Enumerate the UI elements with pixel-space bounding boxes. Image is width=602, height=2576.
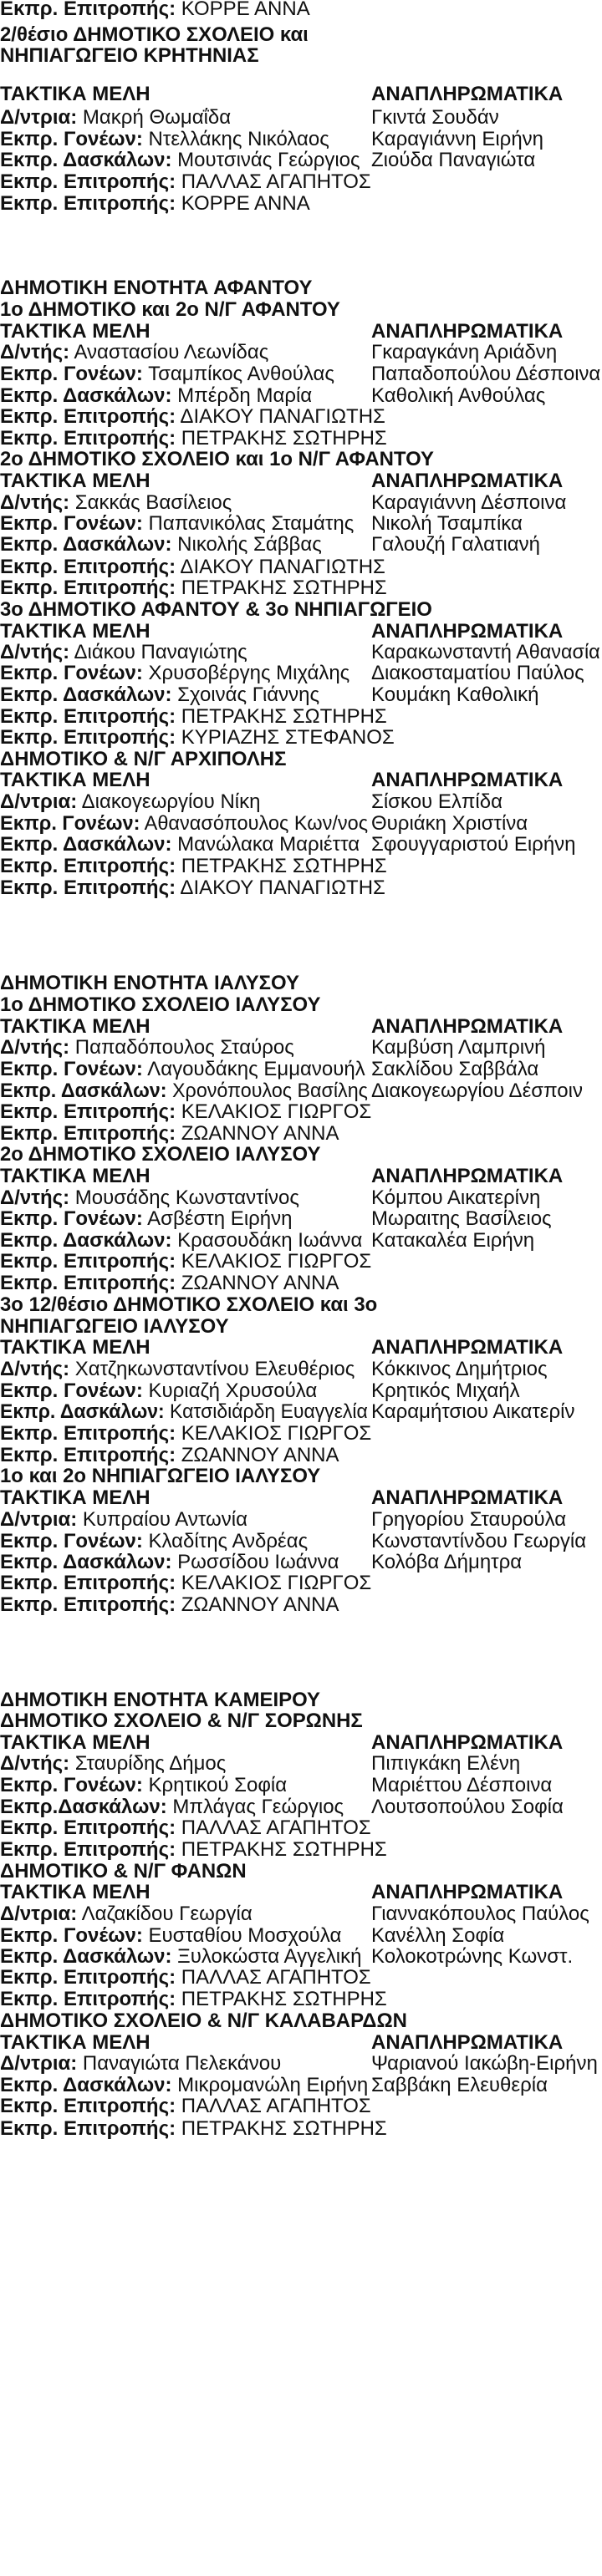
section-heading: 1ο ΔΗΜΟΤΙΚΟ ΣΧΟΛΕΙΟ ΙΑΛΥΣΟΥ: [0, 993, 321, 1016]
substitute-member: Κόκκινος Δημήτριος: [371, 1358, 548, 1380]
role-label: Εκπρ. Επιτροπής:: [0, 577, 176, 599]
role-label: Δ/ντής:: [0, 1036, 70, 1059]
role-label: Δ/ντής:: [0, 1186, 70, 1209]
substitute-members-header: ΑΝΑΠΛΗΡΩΜΑΤΙΚΑ: [371, 1165, 564, 1187]
substitute-members-header: ΑΝΑΠΛΗΡΩΜΑΤΙΚΑ: [371, 83, 564, 105]
member-name: ΔΙΑΚΟΥ ΠΑΝΑΓΙΩΤΗΣ: [180, 405, 385, 428]
role-label: Δ/ντής:: [0, 491, 70, 514]
role-label: Εκπρ. Επιτροπής:: [0, 1422, 176, 1445]
role-label: Εκπρ. Επιτροπής:: [0, 1444, 176, 1466]
regular-members-header: ΤΑΚΤΙΚΑ ΜΕΛΗ: [0, 83, 150, 105]
member-name: Κρητικού Σοφία: [148, 1774, 288, 1796]
member-name: Μικρομανώλη Ειρήνη: [177, 2074, 369, 2096]
regular-member: [0, 0, 310, 22]
section-heading: ΝΗΠΙΑΓΩΓΕΙΟ ΚΡΗΤΗΝΙΑΣ: [0, 44, 259, 67]
member-name: Ρωσσίδου Ιωάννα: [177, 1551, 339, 1573]
member-name: ΚΟΡΡΕ ΑΝΝΑ: [181, 192, 310, 215]
role-label: Εκπρ. Γονέων:: [0, 363, 143, 385]
member-name: ΖΩΑΝΝΟΥ ΑΝΝΑ: [181, 1272, 339, 1294]
role-label: Δ/ντής:: [0, 341, 70, 363]
regular-members-header: ΤΑΚΤΙΚΑ ΜΕΛΗ: [0, 1165, 150, 1187]
member-row: [0, 876, 602, 904]
role-label: Εκπρ. Επιτροπής:: [0, 876, 176, 899]
section-heading: ΔΗΜΟΤΙΚΟ ΣΧΟΛΕΙΟ & Ν/Γ ΣΟΡΩΝΗΣ: [0, 1710, 363, 1732]
role-label: Εκπρ. Γονέων:: [0, 1924, 143, 1947]
role-label: Εκπρ. Επιτροπής:: [0, 405, 176, 428]
substitute-members-header: ΑΝΑΠΛΗΡΩΜΑΤΙΚΑ: [371, 1486, 564, 1509]
regular-member: [0, 2116, 387, 2142]
role-label: Εκπρ. Επιτροπής:: [0, 170, 176, 193]
substitute-member: Καθολική Ανθούλας: [371, 384, 546, 407]
substitute-member: Παπαδοπούλου Δέσποινα: [371, 363, 601, 385]
member-row: [0, 191, 602, 220]
member-name: ΚΥΡΙΑΖΗΣ ΣΤΕΦΑΝΟΣ: [181, 726, 395, 749]
role-label: Εκπρ. Επιτροπής:: [0, 556, 176, 578]
substitute-member: Καρακωνσταντή Αθανασία: [371, 641, 600, 663]
section-heading: ΔΗΜΟΤΙΚΟ & Ν/Γ ΦΑΝΩΝ: [0, 1860, 247, 1882]
member-name: Μακρή Θωμαΐδα: [82, 106, 232, 129]
section-heading: 2ο ΔΗΜΟΤΙΚΟ ΣΧΟΛΕΙΟ και 1ο Ν/Γ ΑΦΑΝΤΟΥ: [0, 448, 435, 470]
substitute-member: Μωραιτης Βασίλειος: [371, 1207, 552, 1230]
regular-members-header: ΤΑΚΤΙΚΑ ΜΕΛΗ: [0, 620, 150, 643]
role-label: Εκπρ. Δασκάλων:: [0, 1945, 172, 1968]
role-label: Εκπρ. Γονέων:: [0, 1207, 143, 1230]
regular-member: [0, 2094, 371, 2119]
substitute-member: Σαββάκη Ελευθερία: [371, 2074, 548, 2096]
member-row: [0, 1593, 602, 1621]
member-name: ΚΕΛΑΚΙΟΣ ΓΙΩΡΓΟΣ: [181, 1250, 372, 1273]
member-name: ΠΕΤΡΑΚΗΣ ΣΩΤΗΡΗΣ: [181, 705, 387, 728]
role-label: Εκπρ. Επιτροπής:: [0, 1988, 176, 2010]
member-name: Αναστασίου Λεωνίδας: [74, 341, 269, 363]
substitute-member: Κανέλλη Σοφία: [371, 1924, 505, 1947]
member-name: ΠΕΤΡΑΚΗΣ ΣΩΤΗΡΗΣ: [181, 1838, 387, 1861]
member-name: ΠΑΛΛΑΣ ΑΓΑΠΗΤΟΣ: [181, 170, 371, 193]
member-name: Λαγουδάκης Εμμανουήλ: [147, 1058, 365, 1080]
substitute-members-header: ΑΝΑΠΛΗΡΩΜΑΤΙΚΑ: [371, 620, 564, 643]
member-name: Μπέρδη Μαρία: [177, 384, 313, 407]
substitute-member: Γρηγορίου Σταυρούλα: [371, 1508, 567, 1531]
role-label: Εκπρ. Επιτροπής:: [0, 1572, 176, 1594]
member-name: ΠΑΛΛΑΣ ΑΓΑΠΗΤΟΣ: [181, 2095, 371, 2117]
regular-member: [0, 1593, 339, 1618]
substitute-member: Κολοκοτρώνης Κωνστ.: [371, 1945, 574, 1968]
role-label: Δ/ντής:: [0, 641, 70, 663]
substitute-member: Λουτσοπούλου Σοφία: [371, 1796, 564, 1818]
role-label: Εκπρ. Γονέων:: [0, 662, 143, 684]
substitute-member: Κωνσταντίνδου Γεωργία: [371, 1530, 587, 1552]
member-name: Σταυρίδης Δήμος: [74, 1752, 227, 1775]
section-heading: ΔΗΜΟΤΙΚΗ ΕΝΟΤΗΤΑ ΚΑΜΕΙΡΟΥ: [0, 1689, 320, 1711]
member-name: ΚΕΛΑΚΙΟΣ ΓΙΩΡΓΟΣ: [181, 1100, 372, 1123]
regular-member: [0, 191, 310, 216]
substitute-member: Ψαριανού Ιακώβη-Ειρήνη: [371, 2052, 598, 2075]
section-heading: 3ο 12/θέσιο ΔΗΜΟΤΙΚΟ ΣΧΟΛΕΙΟ και 3ο: [0, 1293, 378, 1316]
member-name: ΚΟΡΡΕ ΑΝΝΑ: [181, 0, 310, 20]
member-name: ΚΕΛΑΚΙΟΣ ΓΙΩΡΓΟΣ: [181, 1422, 372, 1445]
member-name: Τσαμπίκος Ανθούλας: [148, 363, 334, 385]
role-label: Εκπρ. Δασκάλων:: [0, 533, 172, 556]
role-label: Δ/ντής:: [0, 1358, 70, 1380]
role-label: Εκπρ. Γονέων:: [0, 512, 143, 535]
role-label: Δ/ντρια:: [0, 1903, 78, 1925]
role-label: Εκπρ. Επιτροπής:: [0, 1272, 176, 1294]
role-label: Εκπρ. Δασκάλων:: [0, 384, 172, 407]
role-label: Εκπρ. Γονέων:: [0, 812, 140, 835]
member-name: ΠΕΤΡΑΚΗΣ ΣΩΤΗΡΗΣ: [181, 427, 387, 450]
section-heading: 2/θέσιο ΔΗΜΟΤΙΚΟ ΣΧΟΛΕΙΟ και: [0, 23, 309, 46]
role-label: Εκπρ. Δασκάλων:: [0, 1400, 165, 1423]
role-label: Εκπρ.Δασκάλων:: [0, 1796, 167, 1818]
substitute-member: Μαριέττου Δέσποινα: [371, 1774, 553, 1796]
substitute-member: Σφουγγαριστού Ειρήνη: [371, 833, 576, 856]
role-label: Εκπρ. Επιτροπής:: [0, 427, 176, 450]
member-name: Κλαδίτης Ανδρέας: [148, 1530, 309, 1552]
role-label: Εκπρ. Επιτροπής:: [0, 1816, 176, 1839]
regular-members-header: ΤΑΚΤΙΚΑ ΜΕΛΗ: [0, 2031, 150, 2054]
substitute-member: Καραγιάννη Δέσποινα: [371, 491, 567, 514]
section-heading: ΔΗΜΟΤΙΚΟ ΣΧΟΛΕΙΟ & Ν/Γ ΚΑΛΑΒΑΡΔΩΝ: [0, 2009, 407, 2032]
substitute-member: Καμβύση Λαμπρινή: [371, 1036, 546, 1059]
member-name: Σακκάς Βασίλειος: [74, 491, 232, 514]
member-name: Νικολής Σάββας: [177, 533, 322, 556]
member-name: Λαζακίδου Γεωργία: [81, 1903, 253, 1925]
member-name: ΠΕΤΡΑΚΗΣ ΣΩΤΗΡΗΣ: [181, 855, 387, 877]
member-name: ΠΕΤΡΑΚΗΣ ΣΩΤΗΡΗΣ: [181, 577, 387, 599]
member-name: Παπανικόλας Σταμάτης: [148, 512, 355, 535]
member-name: Κατσιδιάρδη Ευαγγελία: [170, 1400, 368, 1423]
role-label: Εκπρ. Επιτροπής:: [0, 726, 176, 749]
member-name: Χρονόπουλος Βασίλης: [172, 1080, 368, 1102]
regular-members-header: ΤΑΚΤΙΚΑ ΜΕΛΗ: [0, 1015, 150, 1038]
substitute-member: Σίσκου Ελπίδα: [371, 790, 503, 813]
member-name: ΖΩΑΝΝΟΥ ΑΝΝΑ: [181, 1593, 339, 1616]
member-name: Διακογεωργίου Νίκη: [81, 790, 261, 813]
member-name: ΚΕΛΑΚΙΟΣ ΓΙΩΡΓΟΣ: [181, 1572, 372, 1594]
substitute-members-header: ΑΝΑΠΛΗΡΩΜΑΤΙΚΑ: [371, 1881, 564, 1903]
regular-members-header: ΤΑΚΤΙΚΑ ΜΕΛΗ: [0, 1486, 150, 1509]
substitute-member: Κουμάκη Καθολική: [371, 683, 539, 706]
member-name: Ευσταθίου Μοσχούλα: [148, 1924, 342, 1947]
member-row: [0, 2116, 602, 2145]
substitute-member: Κολόβα Δήμητρα: [371, 1551, 523, 1573]
substitute-member: Κατακαλέα Ειρήνη: [371, 1229, 535, 1252]
role-label: Εκπρ. Δασκάλων:: [0, 833, 172, 856]
role-label: Εκπρ. Γονέων:: [0, 1058, 143, 1080]
member-name: Παναγιώτα Πελεκάνου: [82, 2052, 282, 2075]
substitute-members-header: ΑΝΑΠΛΗΡΩΜΑΤΙΚΑ: [371, 320, 564, 343]
substitute-members-header: ΑΝΑΠΛΗΡΩΜΑΤΙΚΑ: [371, 470, 564, 492]
substitute-member: Γαλουζή Γαλατιανή: [371, 533, 541, 556]
role-label: Εκπρ. Επιτροπής:: [0, 1100, 176, 1123]
role-label: Εκπρ. Γονέων:: [0, 1774, 143, 1796]
member-name: Μουσάδης Κωνσταντίνος: [74, 1186, 299, 1209]
section-heading: ΝΗΠΙΑΓΩΓΕΙΟ ΙΑΛΥΣΟΥ: [0, 1315, 229, 1338]
substitute-members-header: ΑΝΑΠΛΗΡΩΜΑΤΙΚΑ: [371, 1731, 564, 1754]
section-heading: 1ο και 2ο ΝΗΠΙΑΓΩΓΕΙΟ ΙΑΛΥΣΟΥ: [0, 1465, 321, 1487]
substitute-member: Γκαραγκάνη Αριάδνη: [371, 341, 558, 363]
substitute-members-header: ΑΝΑΠΛΗΡΩΜΑΤΙΚΑ: [371, 2031, 564, 2054]
role-label: Εκπρ. Γονέων:: [0, 1379, 143, 1402]
member-name: Αθανασόπουλος Κων/νος: [144, 812, 369, 835]
member-name: Μπλάγας Γεώργιος: [172, 1796, 344, 1818]
member-name: Ντελλάκης Νικόλαος: [148, 128, 329, 150]
substitute-member: Κόμπου Αικατερίνη: [371, 1186, 541, 1209]
member-name: ΖΩΑΝΝΟΥ ΑΝΝΑ: [181, 1122, 339, 1145]
section-heading: 3ο ΔΗΜΟΤΙΚΟ ΑΦΑΝΤΟΥ & 3ο ΝΗΠΙΑΓΩΓΕΙΟ: [0, 598, 432, 621]
member-name: ΠΕΤΡΑΚΗΣ ΣΩΤΗΡΗΣ: [181, 2117, 387, 2140]
role-label: Εκπρ. Δασκάλων:: [0, 1551, 172, 1573]
regular-members-header: ΤΑΚΤΙΚΑ ΜΕΛΗ: [0, 1881, 150, 1903]
section-heading: ΔΗΜΟΤΙΚΗ ΕΝΟΤΗΤΑ ΙΑΛΥΣΟΥ: [0, 972, 299, 994]
role-label: Εκπρ. Δασκάλων:: [0, 2074, 172, 2096]
member-name: Κυριαζή Χρυσούλα: [148, 1379, 318, 1402]
regular-members-header: ΤΑΚΤΙΚΑ ΜΕΛΗ: [0, 320, 150, 343]
substitute-member: Διακογεωργίου Δέσποιν: [371, 1080, 583, 1102]
substitute-members-header: ΑΝΑΠΛΗΡΩΜΑΤΙΚΑ: [371, 769, 564, 791]
role-label: Εκπρ. Επιτροπής:: [0, 0, 176, 20]
substitute-member: Καραμήτσιου Αικατερίν: [371, 1400, 575, 1423]
substitute-member: Νικολή Τσαμπίκα: [371, 512, 523, 535]
member-name: ΠΑΛΛΑΣ ΑΓΑΠΗΤΟΣ: [181, 1966, 371, 1989]
member-name: ΠΕΤΡΑΚΗΣ ΣΩΤΗΡΗΣ: [181, 1988, 387, 2010]
role-label: Εκπρ. Επιτροπής:: [0, 2095, 176, 2117]
member-name: Ξυλοκώστα Αγγελική: [177, 1945, 362, 1968]
member-name: Χατζηκωνσταντίνου Ελευθέριος: [74, 1358, 355, 1380]
role-label: Δ/ντρια:: [0, 106, 78, 129]
substitute-member: Γκιντά Σουδάν: [371, 106, 499, 129]
role-label: Εκπρ. Δασκάλων:: [0, 149, 172, 171]
member-name: ΔΙΑΚΟΥ ΠΑΝΑΓΙΩΤΗΣ: [180, 556, 385, 578]
member-name: ΔΙΑΚΟΥ ΠΑΝΑΓΙΩΤΗΣ: [180, 876, 385, 899]
role-label: Εκπρ. Επιτροπής:: [0, 1838, 176, 1861]
role-label: Εκπρ. Επιτροπής:: [0, 1250, 176, 1273]
regular-member: [0, 532, 322, 557]
regular-member: [0, 876, 385, 901]
role-label: Εκπρ. Επιτροπής:: [0, 705, 176, 728]
substitute-member: Πιπιγκάκη Ελένη: [371, 1752, 521, 1775]
regular-members-header: ΤΑΚΤΙΚΑ ΜΕΛΗ: [0, 1336, 150, 1359]
member-name: ΖΩΑΝΝΟΥ ΑΝΝΑ: [181, 1444, 339, 1466]
member-name: Μουτσινάς Γεώργιος: [177, 149, 360, 171]
member-name: ΠΑΛΛΑΣ ΑΓΑΠΗΤΟΣ: [181, 1816, 371, 1839]
member-name: Μανώλακα Μαριέττα: [177, 833, 360, 856]
section-heading: 1ο ΔΗΜΟΤΙΚΟ και 2ο Ν/Γ ΑΦΑΝΤΟΥ: [0, 298, 340, 321]
section-heading: ΔΗΜΟΤΙΚΟ & Ν/Γ ΑΡΧΙΠΟΛΗΣ: [0, 748, 287, 770]
role-label: Εκπρ. Επιτροπής:: [0, 855, 176, 877]
role-label: Εκπρ. Επιτροπής:: [0, 1593, 176, 1616]
role-label: Δ/ντρια:: [0, 790, 78, 813]
regular-members-header: ΤΑΚΤΙΚΑ ΜΕΛΗ: [0, 1731, 150, 1754]
member-row: [0, 0, 602, 25]
role-label: Εκπρ. Δασκάλων:: [0, 683, 172, 706]
regular-members-header: ΤΑΚΤΙΚΑ ΜΕΛΗ: [0, 470, 150, 492]
substitute-member: Διακοσταματίου Παύλος: [371, 662, 584, 684]
role-label: Δ/ντρια:: [0, 1508, 78, 1531]
section-heading: ΔΗΜΟΤΙΚΗ ΕΝΟΤΗΤΑ ΑΦΑΝΤΟΥ: [0, 277, 313, 299]
substitute-member: Σακλίδου Σαββάλα: [371, 1058, 539, 1080]
member-name: Κρασουδάκη Ιωάννα: [177, 1229, 363, 1252]
member-name: Κυπραίου Αντωνία: [82, 1508, 247, 1531]
role-label: Δ/ντρια:: [0, 2052, 78, 2075]
substitute-member: Γιαννακόπουλος Παύλος: [371, 1903, 589, 1925]
role-label: Εκπρ. Επιτροπής:: [0, 192, 176, 215]
role-label: Εκπρ. Δασκάλων:: [0, 1080, 167, 1102]
role-label: Εκπρ. Επιτροπής:: [0, 2117, 176, 2140]
substitute-members-header: ΑΝΑΠΛΗΡΩΜΑΤΙΚΑ: [371, 1336, 564, 1359]
regular-members-header: ΤΑΚΤΙΚΑ ΜΕΛΗ: [0, 769, 150, 791]
role-label: Εκπρ. Δασκάλων:: [0, 1229, 172, 1252]
substitute-members-header: ΑΝΑΠΛΗΡΩΜΑΤΙΚΑ: [371, 1015, 564, 1038]
member-name: Διάκου Παναγιώτης: [74, 641, 247, 663]
substitute-member: Κρητικός Μιχαήλ: [371, 1379, 520, 1402]
member-name: Ασβέστη Ειρήνη: [147, 1207, 293, 1230]
substitute-member: Ζιούδα Παναγιώτα: [371, 149, 536, 171]
member-name: Σχοινάς Γιάννης: [177, 683, 320, 706]
substitute-member: Θυριάκη Χριστίνα: [371, 812, 528, 835]
substitute-member: Καραγιάννη Ειρήνη: [371, 128, 544, 150]
role-label: Δ/ντής:: [0, 1752, 70, 1775]
section-heading: 2ο ΔΗΜΟΤΙΚΟ ΣΧΟΛΕΙΟ ΙΑΛΥΣΟΥ: [0, 1143, 321, 1166]
role-label: Εκπρ. Γονέων:: [0, 1530, 143, 1552]
role-label: Εκπρ. Γονέων:: [0, 128, 143, 150]
member-name: Χρυσοβέργης Μιχάλης: [148, 662, 350, 684]
role-label: Εκπρ. Επιτροπής:: [0, 1122, 176, 1145]
member-name: Παπαδόπουλος Σταύρος: [74, 1036, 294, 1059]
role-label: Εκπρ. Επιτροπής:: [0, 1966, 176, 1989]
